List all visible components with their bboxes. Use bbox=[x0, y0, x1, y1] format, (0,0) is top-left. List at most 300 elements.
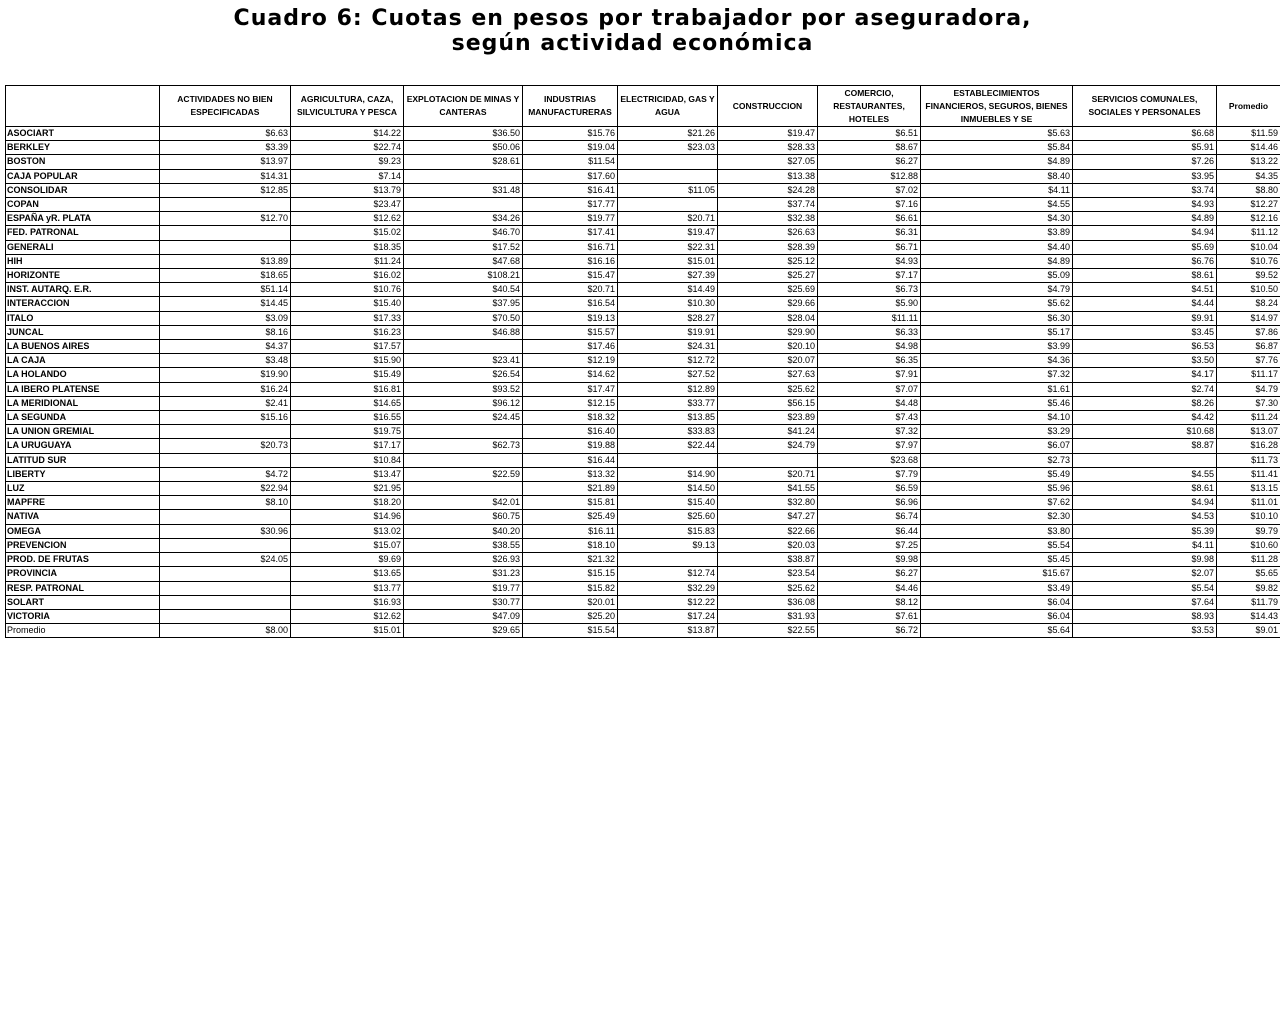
table-cell bbox=[404, 340, 523, 354]
table-cell: $20.71 bbox=[718, 467, 818, 481]
column-header: ACTIVIDADES NO BIEN ESPECIFICADAS bbox=[160, 86, 291, 127]
table-cell bbox=[160, 226, 291, 240]
table-cell: $46.88 bbox=[404, 325, 523, 339]
table-cell: $14.65 bbox=[291, 396, 404, 410]
table-cell: $37.74 bbox=[718, 198, 818, 212]
table-cell: $11.41 bbox=[1217, 467, 1280, 481]
table-cell: $5.46 bbox=[921, 396, 1073, 410]
table-cell: $19.88 bbox=[523, 439, 618, 453]
table-cell bbox=[718, 453, 818, 467]
row-label: HORIZONTE bbox=[6, 269, 160, 283]
row-label: NATIVA bbox=[6, 510, 160, 524]
table-cell: $14.31 bbox=[160, 169, 291, 183]
table-cell: $14.46 bbox=[1217, 141, 1280, 155]
table-cell: $33.77 bbox=[618, 396, 718, 410]
table-cell: $25.20 bbox=[523, 609, 618, 623]
table-cell: $7.32 bbox=[921, 368, 1073, 382]
table-cell: $19.13 bbox=[523, 311, 618, 325]
row-label: CAJA POPULAR bbox=[6, 169, 160, 183]
table-cell: $14.62 bbox=[523, 368, 618, 382]
table-cell: $3.50 bbox=[1073, 354, 1217, 368]
table-cell: $93.52 bbox=[404, 382, 523, 396]
table-cell: $6.51 bbox=[818, 127, 921, 141]
table-cell: $4.37 bbox=[160, 340, 291, 354]
table-cell: $13.89 bbox=[160, 254, 291, 268]
row-label: INST. AUTARQ. E.R. bbox=[6, 283, 160, 297]
table-cell: $13.15 bbox=[1217, 482, 1280, 496]
table-cell: $14.22 bbox=[291, 127, 404, 141]
table-cell: $6.59 bbox=[818, 482, 921, 496]
table-row bbox=[6, 254, 1280, 268]
table-cell: $17.60 bbox=[523, 169, 618, 183]
table-cell: $31.23 bbox=[404, 567, 523, 581]
table-row bbox=[6, 311, 1280, 325]
table-cell: $7.30 bbox=[1217, 396, 1280, 410]
table-cell: $10.84 bbox=[291, 453, 404, 467]
table-cell bbox=[1073, 453, 1217, 467]
table-row bbox=[6, 524, 1280, 538]
table-cell: $36.08 bbox=[718, 595, 818, 609]
table-cell bbox=[160, 595, 291, 609]
table-cell bbox=[160, 240, 291, 254]
table-row bbox=[6, 368, 1280, 382]
table-cell: $28.27 bbox=[618, 311, 718, 325]
table-row bbox=[6, 155, 1280, 169]
table-cell: $47.27 bbox=[718, 510, 818, 524]
table-row bbox=[6, 283, 1280, 297]
table-cell: $21.26 bbox=[618, 127, 718, 141]
table-cell: $22.94 bbox=[160, 482, 291, 496]
table-row bbox=[6, 226, 1280, 240]
table-cell: $22.55 bbox=[718, 624, 818, 638]
table-cell: $70.50 bbox=[404, 311, 523, 325]
table-cell: $6.96 bbox=[818, 496, 921, 510]
table-cell: $47.68 bbox=[404, 254, 523, 268]
table-cell: $18.65 bbox=[160, 269, 291, 283]
table-cell: $38.55 bbox=[404, 538, 523, 552]
table-cell: $47.09 bbox=[404, 609, 523, 623]
table-cell bbox=[160, 567, 291, 581]
table-footer-row bbox=[6, 624, 1280, 638]
table-cell bbox=[160, 581, 291, 595]
column-header: AGRICULTURA, CAZA, SILVICULTURA Y PESCA bbox=[291, 86, 404, 127]
table-cell: $6.44 bbox=[818, 524, 921, 538]
table-cell: $5.54 bbox=[1073, 581, 1217, 595]
table-cell: $4.11 bbox=[921, 183, 1073, 197]
table-cell: $15.15 bbox=[523, 567, 618, 581]
table-cell: $6.30 bbox=[921, 311, 1073, 325]
table-cell: $18.32 bbox=[523, 411, 618, 425]
table-cell: $4.36 bbox=[921, 354, 1073, 368]
table-cell: $17.57 bbox=[291, 340, 404, 354]
table-cell: $51.14 bbox=[160, 283, 291, 297]
table-cell: $28.61 bbox=[404, 155, 523, 169]
row-label: ASOCIART bbox=[6, 127, 160, 141]
table-cell: $6.63 bbox=[160, 127, 291, 141]
table-cell: $3.74 bbox=[1073, 183, 1217, 197]
table-cell: $22.66 bbox=[718, 524, 818, 538]
table-cell: $3.45 bbox=[1073, 325, 1217, 339]
table-row bbox=[6, 141, 1280, 155]
data-table bbox=[5, 85, 1280, 638]
table-cell: $10.30 bbox=[618, 297, 718, 311]
table-cell: $15.07 bbox=[291, 538, 404, 552]
table-cell: $24.79 bbox=[718, 439, 818, 453]
table-cell: $5.69 bbox=[1073, 240, 1217, 254]
table-cell: $8.40 bbox=[921, 169, 1073, 183]
table-cell: $3.48 bbox=[160, 354, 291, 368]
table-cell: $10.68 bbox=[1073, 425, 1217, 439]
table-cell: $4.79 bbox=[921, 283, 1073, 297]
table-cell bbox=[160, 510, 291, 524]
table-cell: $41.55 bbox=[718, 482, 818, 496]
table-cell bbox=[404, 425, 523, 439]
table-cell: $15.83 bbox=[618, 524, 718, 538]
table-row bbox=[6, 325, 1280, 339]
table-cell: $15.49 bbox=[291, 368, 404, 382]
table-cell: $28.04 bbox=[718, 311, 818, 325]
table-cell: $62.73 bbox=[404, 439, 523, 453]
table-cell: $8.93 bbox=[1073, 609, 1217, 623]
table-cell: $7.86 bbox=[1217, 325, 1280, 339]
table-cell: $3.29 bbox=[921, 425, 1073, 439]
table-cell: $10.76 bbox=[1217, 254, 1280, 268]
table-cell: $8.67 bbox=[818, 141, 921, 155]
table-cell: $8.61 bbox=[1073, 482, 1217, 496]
table-cell: $9.01 bbox=[1217, 624, 1280, 638]
table-cell: $8.24 bbox=[1217, 297, 1280, 311]
row-label: MAPFRE bbox=[6, 496, 160, 510]
table-cell: $5.91 bbox=[1073, 141, 1217, 155]
row-label: RESP. PATRONAL bbox=[6, 581, 160, 595]
table-cell: $6.35 bbox=[818, 354, 921, 368]
table-cell: $28.39 bbox=[718, 240, 818, 254]
table-cell: $16.44 bbox=[523, 453, 618, 467]
table-cell: $18.10 bbox=[523, 538, 618, 552]
table-row bbox=[6, 169, 1280, 183]
table-cell: $5.64 bbox=[921, 624, 1073, 638]
table-cell: $19.04 bbox=[523, 141, 618, 155]
table-cell: $4.89 bbox=[921, 155, 1073, 169]
table-cell: $29.66 bbox=[718, 297, 818, 311]
table-cell: $6.33 bbox=[818, 325, 921, 339]
table-cell: $2.30 bbox=[921, 510, 1073, 524]
table-cell: $14.96 bbox=[291, 510, 404, 524]
table-cell: $60.75 bbox=[404, 510, 523, 524]
table-cell: $27.63 bbox=[718, 368, 818, 382]
table-cell: $56.15 bbox=[718, 396, 818, 410]
table-cell bbox=[160, 453, 291, 467]
row-label: LA CAJA bbox=[6, 354, 160, 368]
table-cell: $3.53 bbox=[1073, 624, 1217, 638]
table-cell: $5.84 bbox=[921, 141, 1073, 155]
table-cell: $13.38 bbox=[718, 169, 818, 183]
table-cell: $25.49 bbox=[523, 510, 618, 524]
table-cell: $15.54 bbox=[523, 624, 618, 638]
table-cell: $12.62 bbox=[291, 212, 404, 226]
table-cell: $34.26 bbox=[404, 212, 523, 226]
table-cell: $20.01 bbox=[523, 595, 618, 609]
table-cell: $23.47 bbox=[291, 198, 404, 212]
table-cell: $10.50 bbox=[1217, 283, 1280, 297]
table-cell: $21.89 bbox=[523, 482, 618, 496]
table-cell: $1.61 bbox=[921, 382, 1073, 396]
table-cell: $27.52 bbox=[618, 368, 718, 382]
table-cell: $12.16 bbox=[1217, 212, 1280, 226]
row-label: OMEGA bbox=[6, 524, 160, 538]
row-label: LA IBERO PLATENSE bbox=[6, 382, 160, 396]
column-header: CONSTRUCCION bbox=[718, 86, 818, 127]
table-cell: $7.16 bbox=[818, 198, 921, 212]
table-cell: $15.81 bbox=[523, 496, 618, 510]
table-cell: $28.33 bbox=[718, 141, 818, 155]
table-cell: $23.54 bbox=[718, 567, 818, 581]
table-cell: $4.42 bbox=[1073, 411, 1217, 425]
table-cell: $25.62 bbox=[718, 581, 818, 595]
table-cell: $7.07 bbox=[818, 382, 921, 396]
table-row bbox=[6, 382, 1280, 396]
table-cell: $38.87 bbox=[718, 553, 818, 567]
table-cell: $3.49 bbox=[921, 581, 1073, 595]
table-row bbox=[6, 567, 1280, 581]
table-cell: $16.55 bbox=[291, 411, 404, 425]
table-cell: $24.05 bbox=[160, 553, 291, 567]
table-cell: $15.16 bbox=[160, 411, 291, 425]
column-header: SERVICIOS COMUNALES, SOCIALES Y PERSONALES bbox=[1073, 86, 1217, 127]
table-cell: $12.19 bbox=[523, 354, 618, 368]
table-row bbox=[6, 354, 1280, 368]
table-cell: $7.02 bbox=[818, 183, 921, 197]
table-cell: $40.54 bbox=[404, 283, 523, 297]
table-cell: $20.71 bbox=[618, 212, 718, 226]
table-cell: $26.93 bbox=[404, 553, 523, 567]
table-cell: $50.06 bbox=[404, 141, 523, 155]
table-cell: $5.17 bbox=[921, 325, 1073, 339]
row-label: LA BUENOS AIRES bbox=[6, 340, 160, 354]
table-header-row bbox=[6, 86, 1280, 127]
table-cell: $4.30 bbox=[921, 212, 1073, 226]
table-cell: $23.41 bbox=[404, 354, 523, 368]
row-label: COPAN bbox=[6, 198, 160, 212]
table-cell: $4.94 bbox=[1073, 226, 1217, 240]
table-row bbox=[6, 609, 1280, 623]
table-cell: $17.41 bbox=[523, 226, 618, 240]
table-cell: $4.89 bbox=[921, 254, 1073, 268]
table-cell: $20.10 bbox=[718, 340, 818, 354]
row-label: JUNCAL bbox=[6, 325, 160, 339]
table-cell: $15.57 bbox=[523, 325, 618, 339]
table-cell: $4.51 bbox=[1073, 283, 1217, 297]
table-cell: $3.39 bbox=[160, 141, 291, 155]
table-cell bbox=[404, 453, 523, 467]
table-cell: $6.31 bbox=[818, 226, 921, 240]
table-cell: $7.91 bbox=[818, 368, 921, 382]
table-cell: $16.28 bbox=[1217, 439, 1280, 453]
table-cell: $3.89 bbox=[921, 226, 1073, 240]
table-cell: $7.25 bbox=[818, 538, 921, 552]
table-row bbox=[6, 425, 1280, 439]
row-label: LA HOLANDO bbox=[6, 368, 160, 382]
table-cell: $8.26 bbox=[1073, 396, 1217, 410]
table-cell: $4.98 bbox=[818, 340, 921, 354]
table-cell: $20.73 bbox=[160, 439, 291, 453]
table-cell: $15.82 bbox=[523, 581, 618, 595]
table-cell: $13.07 bbox=[1217, 425, 1280, 439]
row-label: LA SEGUNDA bbox=[6, 411, 160, 425]
table-cell: $31.48 bbox=[404, 183, 523, 197]
table-cell: $8.10 bbox=[160, 496, 291, 510]
table-cell: $21.95 bbox=[291, 482, 404, 496]
table-cell: $9.79 bbox=[1217, 524, 1280, 538]
table-cell: $9.98 bbox=[818, 553, 921, 567]
row-label: INTERACCION bbox=[6, 297, 160, 311]
table-cell: $5.62 bbox=[921, 297, 1073, 311]
report-title bbox=[0, 6, 1265, 56]
report-title-line-1: Cuadro 6: Cuotas en pesos por trabajador por aseguradora, bbox=[233, 6, 1032, 31]
row-label: ITALO bbox=[6, 311, 160, 325]
table-cell: $5.39 bbox=[1073, 524, 1217, 538]
table-cell: $15.01 bbox=[618, 254, 718, 268]
table-cell: $4.93 bbox=[1073, 198, 1217, 212]
table-cell: $11.79 bbox=[1217, 595, 1280, 609]
table-cell: $17.33 bbox=[291, 311, 404, 325]
table-row bbox=[6, 127, 1280, 141]
table-cell: $14.43 bbox=[1217, 609, 1280, 623]
table-cell: $3.80 bbox=[921, 524, 1073, 538]
table-cell: $22.31 bbox=[618, 240, 718, 254]
table-cell: $11.12 bbox=[1217, 226, 1280, 240]
row-label: LUZ bbox=[6, 482, 160, 496]
table-cell: $19.75 bbox=[291, 425, 404, 439]
table-cell: $10.76 bbox=[291, 283, 404, 297]
table-cell: $25.27 bbox=[718, 269, 818, 283]
table-cell: $40.20 bbox=[404, 524, 523, 538]
table-cell: $13.97 bbox=[160, 155, 291, 169]
column-header: COMERCIO, RESTAURANTES, HOTELES bbox=[818, 86, 921, 127]
table-cell: $12.62 bbox=[291, 609, 404, 623]
table-cell: $15.40 bbox=[618, 496, 718, 510]
table-row bbox=[6, 581, 1280, 595]
row-label: SOLART bbox=[6, 595, 160, 609]
table-cell: $11.59 bbox=[1217, 127, 1280, 141]
table-cell: $12.72 bbox=[618, 354, 718, 368]
table-cell: $2.07 bbox=[1073, 567, 1217, 581]
table-cell: $12.22 bbox=[618, 595, 718, 609]
table-cell: $17.52 bbox=[404, 240, 523, 254]
table-row bbox=[6, 496, 1280, 510]
table-cell: $23.89 bbox=[718, 411, 818, 425]
row-label: HIH bbox=[6, 254, 160, 268]
table-cell: $25.12 bbox=[718, 254, 818, 268]
table-cell: $4.94 bbox=[1073, 496, 1217, 510]
table-cell: $2.74 bbox=[1073, 382, 1217, 396]
column-header: EXPLOTACION DE MINAS Y CANTERAS bbox=[404, 86, 523, 127]
table-cell: $5.96 bbox=[921, 482, 1073, 496]
table-cell: $13.32 bbox=[523, 467, 618, 481]
table-cell: $16.02 bbox=[291, 269, 404, 283]
table-cell: $14.49 bbox=[618, 283, 718, 297]
table-cell: $14.45 bbox=[160, 297, 291, 311]
table-cell: $7.43 bbox=[818, 411, 921, 425]
table-cell: $41.24 bbox=[718, 425, 818, 439]
table-cell: $22.44 bbox=[618, 439, 718, 453]
table-cell: $32.80 bbox=[718, 496, 818, 510]
table-cell: $7.97 bbox=[818, 439, 921, 453]
table-cell: $6.04 bbox=[921, 595, 1073, 609]
table-cell: $26.54 bbox=[404, 368, 523, 382]
table-cell: $12.89 bbox=[618, 382, 718, 396]
table-cell: $8.87 bbox=[1073, 439, 1217, 453]
table-cell: $13.47 bbox=[291, 467, 404, 481]
table-cell: $22.74 bbox=[291, 141, 404, 155]
table-row bbox=[6, 538, 1280, 552]
table-cell: $32.29 bbox=[618, 581, 718, 595]
table-cell: $7.32 bbox=[818, 425, 921, 439]
table-cell: $9.82 bbox=[1217, 581, 1280, 595]
table-cell: $31.93 bbox=[718, 609, 818, 623]
table-cell: $5.54 bbox=[921, 538, 1073, 552]
table-cell: $13.85 bbox=[618, 411, 718, 425]
table-cell: $11.24 bbox=[1217, 411, 1280, 425]
table-cell: $20.71 bbox=[523, 283, 618, 297]
table-cell: $17.77 bbox=[523, 198, 618, 212]
table-cell: $46.70 bbox=[404, 226, 523, 240]
table-row bbox=[6, 183, 1280, 197]
table-cell: $2.41 bbox=[160, 396, 291, 410]
table-row bbox=[6, 439, 1280, 453]
table-cell: $16.93 bbox=[291, 595, 404, 609]
table-cell: $17.17 bbox=[291, 439, 404, 453]
table-cell: $10.60 bbox=[1217, 538, 1280, 552]
table-cell: $7.61 bbox=[818, 609, 921, 623]
table-cell: $5.65 bbox=[1217, 567, 1280, 581]
column-header: ELECTRICIDAD, GAS Y AGUA bbox=[618, 86, 718, 127]
table-cell: $11.24 bbox=[291, 254, 404, 268]
row-label: LA UNION GREMIAL bbox=[6, 425, 160, 439]
table-cell: $33.83 bbox=[618, 425, 718, 439]
table-cell: $14.50 bbox=[618, 482, 718, 496]
table-cell: $6.61 bbox=[818, 212, 921, 226]
table-cell: $17.47 bbox=[523, 382, 618, 396]
table-cell bbox=[404, 169, 523, 183]
table-cell: $5.09 bbox=[921, 269, 1073, 283]
table-cell: $12.70 bbox=[160, 212, 291, 226]
table-cell: $4.79 bbox=[1217, 382, 1280, 396]
table-cell: $19.91 bbox=[618, 325, 718, 339]
table-cell bbox=[160, 609, 291, 623]
table-cell: $4.44 bbox=[1073, 297, 1217, 311]
table-cell: $3.95 bbox=[1073, 169, 1217, 183]
table-cell bbox=[618, 198, 718, 212]
row-label: PREVENCION bbox=[6, 538, 160, 552]
table-row bbox=[6, 240, 1280, 254]
table-cell: $11.54 bbox=[523, 155, 618, 169]
row-label: LA MERIDIONAL bbox=[6, 396, 160, 410]
table-cell: $29.90 bbox=[718, 325, 818, 339]
table-cell bbox=[160, 198, 291, 212]
table-cell: $19.47 bbox=[618, 226, 718, 240]
table-cell: $11.73 bbox=[1217, 453, 1280, 467]
table-cell: $4.40 bbox=[921, 240, 1073, 254]
table-cell: $5.45 bbox=[921, 553, 1073, 567]
table-cell: $23.68 bbox=[818, 453, 921, 467]
table-cell: $4.35 bbox=[1217, 169, 1280, 183]
table-cell: $16.81 bbox=[291, 382, 404, 396]
table-row bbox=[6, 482, 1280, 496]
table-cell: $16.11 bbox=[523, 524, 618, 538]
report-title-line-2: según actividad económica bbox=[451, 31, 814, 56]
table-cell: $5.49 bbox=[921, 467, 1073, 481]
